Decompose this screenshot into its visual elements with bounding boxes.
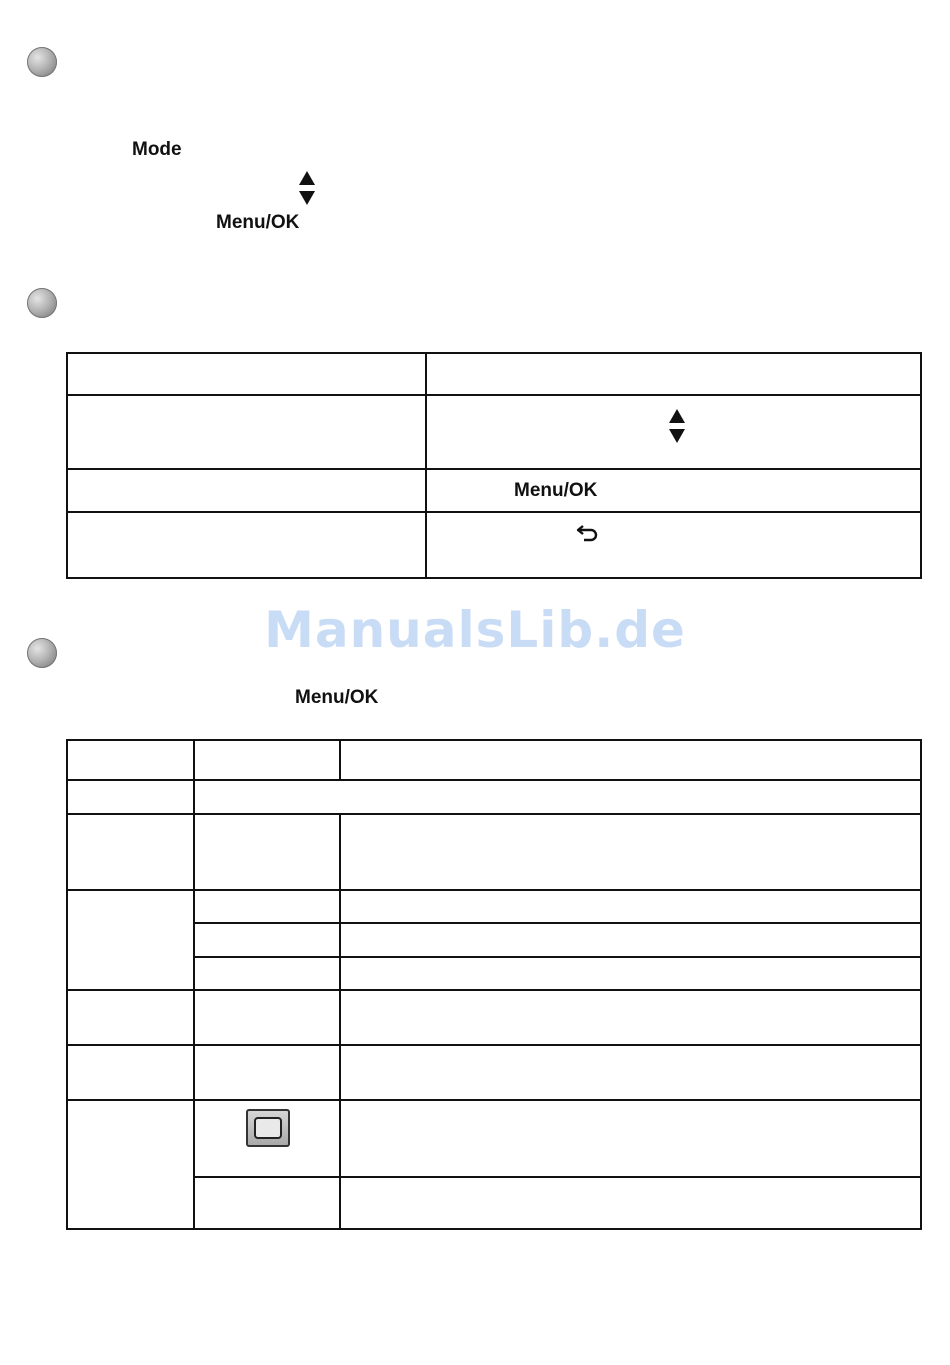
settings-table-column-divider	[339, 813, 341, 1230]
settings-table-subrow-divider	[193, 922, 922, 924]
settings-table-row-divider	[66, 989, 922, 991]
settings-table-column-divider	[339, 739, 341, 781]
controls-table-column-divider	[425, 352, 427, 579]
mode-key-label: Mode	[132, 139, 182, 160]
menu-ok-key-label: Menu/OK	[514, 480, 598, 501]
watermark-logo: ManualsLib.de	[264, 601, 686, 659]
controls-table	[66, 352, 922, 579]
controls-table-row-divider	[66, 511, 922, 513]
up-down-arrows-icon	[299, 171, 315, 205]
menu-ok-key-label: Menu/OK	[216, 212, 300, 233]
menu-ok-key-label: Menu/OK	[295, 687, 379, 708]
frame-guide-icon	[246, 1109, 290, 1147]
section-3-bullet-icon	[27, 638, 57, 668]
controls-table-row-divider	[66, 468, 922, 470]
settings-table-subrow-divider	[193, 1176, 922, 1178]
settings-table-row-divider	[66, 779, 922, 781]
back-arrow-icon	[576, 524, 600, 544]
controls-table-row-divider	[66, 394, 922, 396]
settings-table-row-divider	[66, 1044, 922, 1046]
section-2-bullet-icon	[27, 288, 57, 318]
section-1-bullet-icon	[27, 47, 57, 77]
settings-table-row-divider	[66, 813, 922, 815]
settings-table-row-divider	[66, 1099, 922, 1101]
settings-table-subrow-divider	[193, 956, 922, 958]
settings-table-row-divider	[66, 889, 922, 891]
up-down-arrows-icon	[669, 409, 685, 443]
